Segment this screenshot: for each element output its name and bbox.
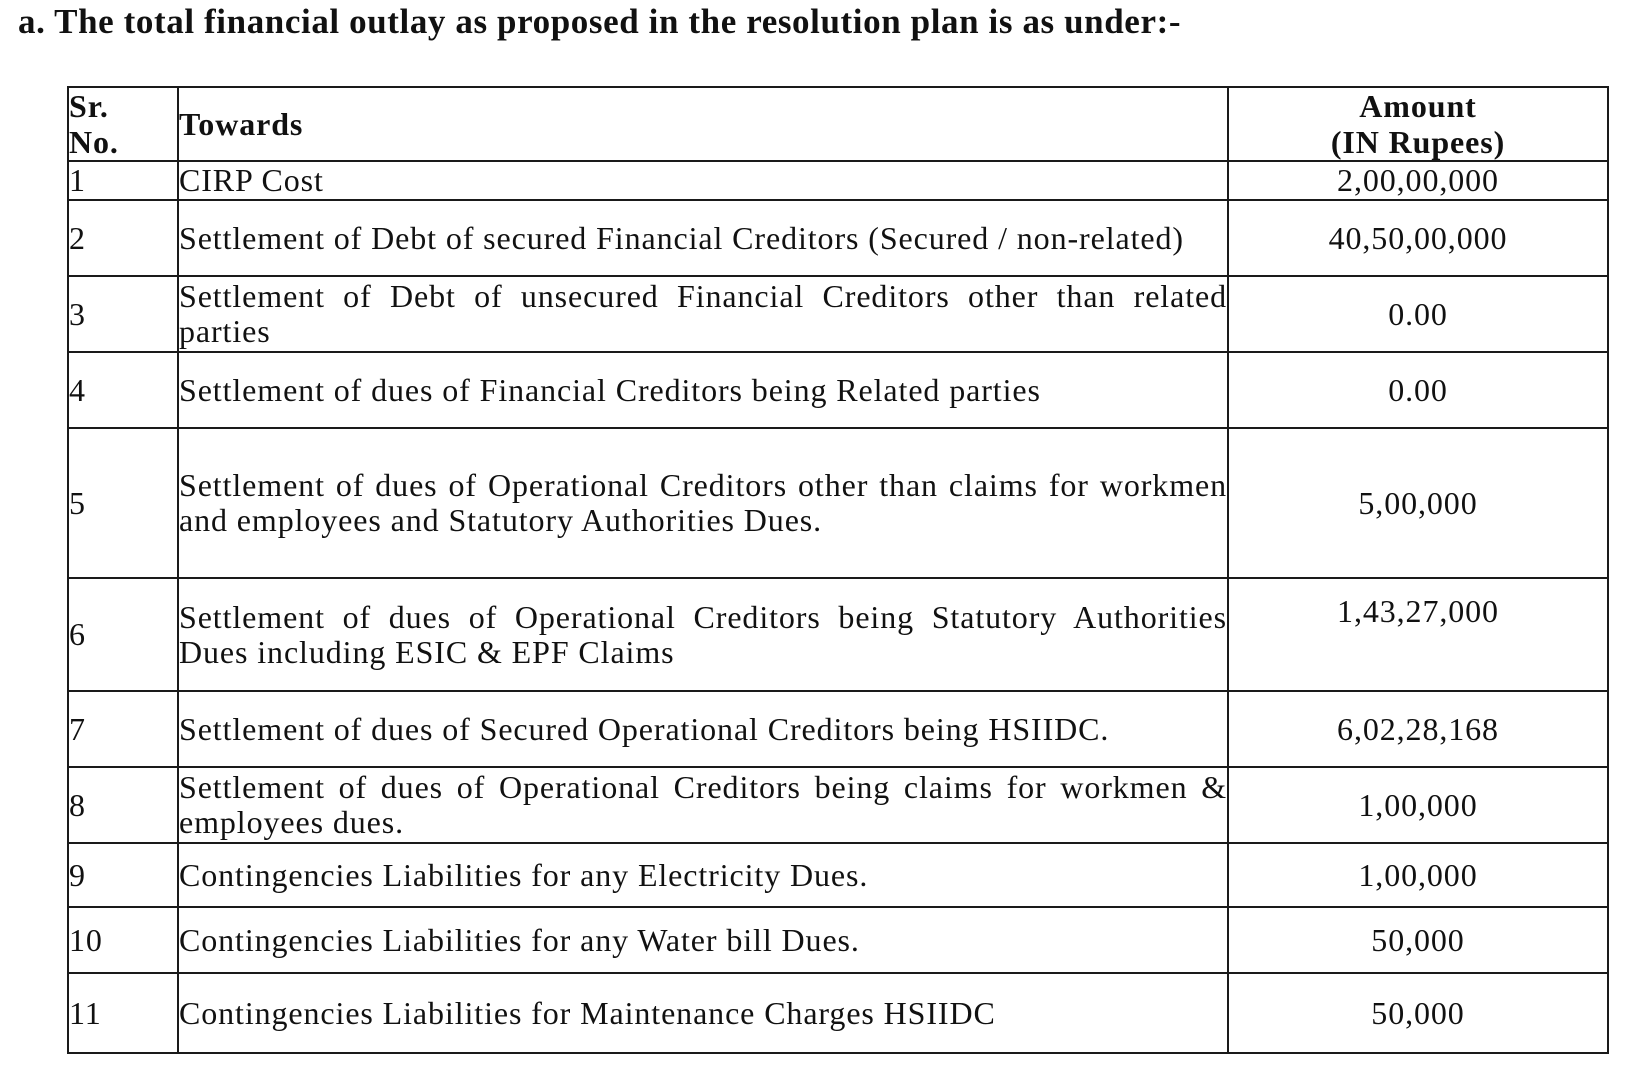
row-towards: Settlement of Debt of secured Financial Creditors (Secured / non-related) <box>178 200 1228 276</box>
table-row <box>68 276 1608 352</box>
row-amount: 1,00,000 <box>1228 767 1608 843</box>
row-amount: 2,00,00,000 <box>1228 161 1608 200</box>
table-row <box>68 428 1608 578</box>
row-sr-no: 7 <box>68 691 178 767</box>
row-towards: Contingencies Liabilities for any Electricity Dues. <box>178 843 1228 907</box>
table-row <box>68 767 1608 843</box>
row-amount: 0.00 <box>1228 352 1608 428</box>
table-row <box>68 161 1608 200</box>
table-row <box>68 843 1608 907</box>
table-row <box>68 352 1608 428</box>
section-heading: a. The total financial outlay as proposed in the resolution plan is as under:- <box>18 2 1182 41</box>
header-sr-line1: Sr. <box>69 88 109 124</box>
row-amount: 5,00,000 <box>1228 428 1608 578</box>
row-sr-no: 4 <box>68 352 178 428</box>
row-amount: 40,50,00,000 <box>1228 200 1608 276</box>
table-row <box>68 907 1608 973</box>
table-header-row <box>68 87 1608 161</box>
row-towards: Settlement of dues of Operational Creditors other than claims for workmen and employees and Statutory Authorities Dues. <box>178 428 1228 578</box>
row-sr-no: 8 <box>68 767 178 843</box>
table-row <box>68 691 1608 767</box>
header-amount-line1: Amount <box>1359 88 1477 124</box>
row-sr-no: 11 <box>68 973 178 1053</box>
financial-outlay-table <box>67 86 1609 1054</box>
row-towards: Settlement of dues of Operational Creditors being Statutory Authorities Dues including ESIC & EPF Claims <box>178 578 1228 691</box>
header-towards: Towards <box>178 87 1228 161</box>
row-amount: 1,00,000 <box>1228 843 1608 907</box>
row-towards: Settlement of dues of Financial Creditors being Related parties <box>178 352 1228 428</box>
row-amount: 6,02,28,168 <box>1228 691 1608 767</box>
row-sr-no: 10 <box>68 907 178 973</box>
row-amount: 50,000 <box>1228 907 1608 973</box>
row-amount: 0.00 <box>1228 276 1608 352</box>
row-sr-no: 9 <box>68 843 178 907</box>
table-row <box>68 200 1608 276</box>
row-sr-no: 6 <box>68 578 178 691</box>
row-sr-no: 1 <box>68 161 178 200</box>
header-amount-line2: (IN Rupees) <box>1330 124 1506 160</box>
table-row <box>68 973 1608 1053</box>
row-sr-no: 3 <box>68 276 178 352</box>
row-sr-no: 5 <box>68 428 178 578</box>
row-amount: 1,43,27,000 <box>1228 578 1608 691</box>
row-amount: 50,000 <box>1228 973 1608 1053</box>
row-towards: Contingencies Liabilities for any Water bill Dues. <box>178 907 1228 973</box>
header-sr-line2: No. <box>69 124 119 160</box>
header-amount <box>1228 87 1608 161</box>
table-row <box>68 578 1608 691</box>
row-towards: Settlement of dues of Secured Operational Creditors being HSIIDC. <box>178 691 1228 767</box>
header-sr-no <box>68 87 178 161</box>
row-towards: CIRP Cost <box>178 161 1228 200</box>
row-sr-no: 2 <box>68 200 178 276</box>
row-towards: Settlement of dues of Operational Creditors being claims for workmen & employees dues. <box>178 767 1228 843</box>
row-towards: Settlement of Debt of unsecured Financial Creditors other than related parties <box>178 276 1228 352</box>
row-towards: Contingencies Liabilities for Maintenance Charges HSIIDC <box>178 973 1228 1053</box>
